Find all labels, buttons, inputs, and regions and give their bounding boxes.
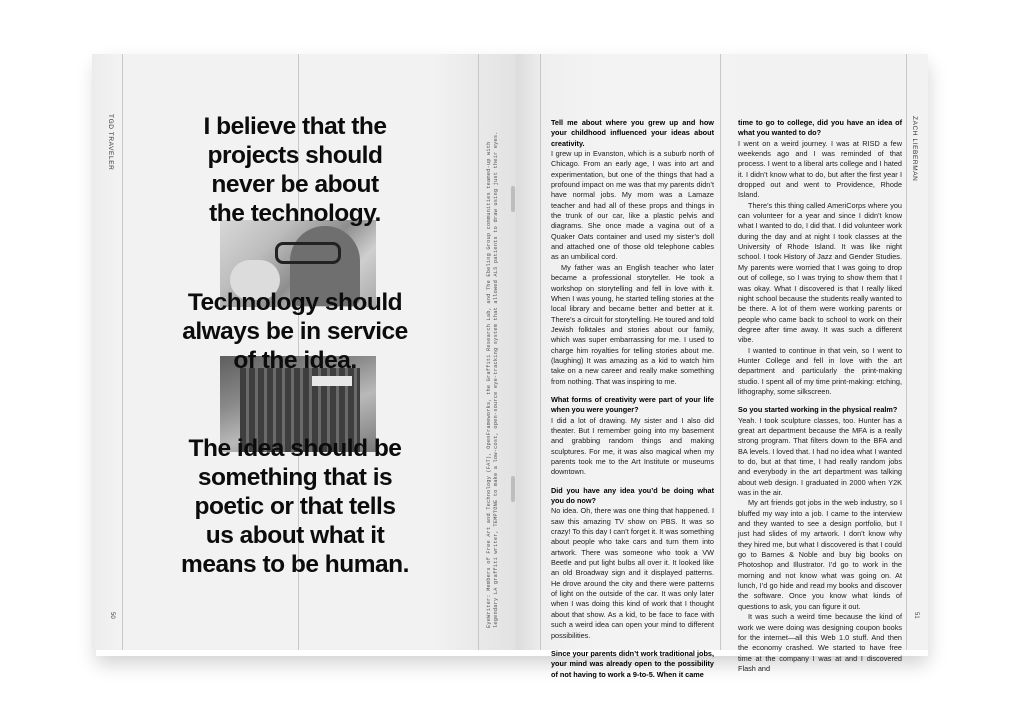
interview-question: Tell me about where you grew up and how your childhood influenced your ideas about creativity. — [551, 118, 714, 148]
paragraph-gap — [551, 387, 714, 395]
interview-question: Since your parents didn’t work traditional jobs, your mind was already open to the possibility of not having to work a 9-to-5. When it came — [551, 648, 714, 679]
right-page-margin-rule — [906, 54, 907, 650]
pull-quote-2 — [120, 288, 470, 375]
paragraph-gap — [738, 397, 902, 405]
pull-quote-1 — [120, 112, 470, 228]
quote-2-line: Technology should — [187, 289, 403, 316]
interview-answer: I did a lot of drawing. My sister and I also did theater. But I remember going into my basement and grabbing random things and making sculptures. For me, it was also magical when my parents took me to the Art Institute or museums downtown. — [551, 415, 714, 477]
staple-bottom — [511, 476, 515, 502]
paragraph-gap — [551, 478, 714, 486]
interview-answer: Yeah. I took sculpture classes, too. Hunter has a great art department because the MFA is a really strong program. That filters down to the BFA and BA levels. I loved that. I had no idea what I wanted to do, but at that time, I had really random jobs and everybody in the art department was talking about web design. I graduated in 2000 when Y2K was in the air. — [738, 415, 902, 498]
running-head-left: TGD TRAVELER — [107, 114, 114, 171]
interview-answer: I wanted to continue in that vein, so I went to Hunter College and fell in love with the art department and particularly the print-making studio. I spent all of my time print-making: etching, lithography, some silkscreen. — [738, 345, 902, 396]
interview-answer: It was such a weird time because the kind of work we were doing was designing coupon books for the internet—all this Web 1.0 stuff. And then the economy crashed. We started to have free time at the company I was at and I discovered Flash and — [738, 612, 902, 673]
interview-answer: There’s this thing called AmeriCorps where you can volunteer for a year and since I didn’t know what I wanted to do, I did that. I did volunteer work during the day and at night I took classes at the University of Rhode Island. It was like night school. I took History of Jazz and Gender Studies. My parents were worried that I was going to drop out of college, so I was trying to show them that I was okay. What I discovered is that I really liked night school because the students really wanted to be there. A lot of them were working parents or people who came back to school to work on their degree after time away. It was such a different vibe. — [738, 200, 902, 345]
article-column-2 — [738, 118, 902, 674]
interview-answer: I went on a weird journey. I was at RISD a few weekends ago and I was reminded of that process. I went to a liberal arts college and I hated it. I didn’t know what to do, but after the first year I dropped out and went to Providence, Rhode Island. — [738, 138, 902, 200]
quote-3-line: something that is — [197, 464, 393, 491]
article-column-1 — [551, 118, 714, 680]
interview-answer: I grew up in Evanston, which is a suburb north of Chicago. From an early age, I was into art and experimentation, but one of the things that had a profound impact on me was that my parents didn’t have normal jobs. My mom was a Lamaze teacher and had all of these props and things in the trunk of our car, like a plastic pelvis and diagrams. She once made a vagina out of a Quaker Oats container and used my sister’s doll and attached one of those old telephone cables as an umbilical cord. — [551, 149, 714, 262]
paragraph-gap — [551, 641, 714, 649]
interview-question: Did you have any idea you’d be doing what you do now? — [551, 485, 714, 506]
interview-question: So you started working in the physical realm? — [738, 405, 898, 415]
quote-1-line: I believe that the — [203, 113, 387, 140]
interview-question: time to go to college, did you have an idea of what you wanted to do? — [738, 118, 902, 138]
right-page-col-rule — [540, 54, 541, 650]
quote-2-line: always be in service — [182, 318, 408, 345]
quote-1-line: never be about — [211, 171, 379, 198]
page-number-right: 51 — [913, 612, 919, 619]
image-caption: EyeWriter: Members of Free Art and Technology (FAT), OpenFrameworks, the Graffiti Research Lab, and The Ebeling Group communities teamed-up with legendary LA graffiti writer, TEMPTONE to make a low-cost, open-source eye-tracking system that allowed ALS patients to draw using just their eyes. — [486, 131, 499, 628]
quote-1-line: projects should — [207, 142, 383, 169]
running-head-right: ZACH LIEBERMAN — [911, 116, 918, 182]
right-page-gutter-rule — [720, 54, 721, 650]
left-page-caption-rule — [478, 54, 479, 650]
photo-glasses-shape — [275, 242, 341, 264]
interview-question: What forms of creativity were part of your life when you were younger? — [551, 394, 714, 415]
quote-1-line: the technology. — [209, 200, 381, 227]
staple-top — [511, 186, 515, 212]
quote-3-line: us about what it — [205, 522, 385, 549]
quote-3-line: means to be human. — [181, 551, 409, 578]
quote-3-line: poetic or that tells — [194, 493, 396, 520]
page-number-left: 50 — [109, 612, 115, 619]
quote-3-line: The idea should be — [188, 435, 402, 462]
pull-quote-3 — [120, 434, 470, 579]
interview-answer: No idea. Oh, there was one thing that happened. I saw this amazing TV show on PBS. It was so crazy! To this day I can’t forget it. It was something about people who take cars and turn them into artwork. There was someone who took a VW Beetle and put light bulbs all over it. It looked like an old Broadway sign and it displayed patterns. He drove around the city and there were patterns of light on the outside of the car. It was only later when I was doing this kind of work that I thought about that show. As a kid, to be face to face with such a weird idea can open your mind to different possibilities. — [551, 506, 714, 640]
quote-2-line: of the idea. — [233, 347, 357, 374]
interview-answer: My father was an English teacher who later became a professional storyteller. He took a workshop on storytelling and fell in love with it. When I was young, he started telling stories at the local library and became better and better at it. There’s a circuit for storytelling. He toured and told Jewish folktales and stories about our family, which was super embarrassing for me. I used to charge him royalties for telling stories about me. (laughing) It was amazing as a kid to watch him take on a new career and really make something from nothing. That was inspiring to me. — [551, 262, 714, 386]
interview-answer: My art friends got jobs in the web industry, so I bluffed my way into a job. I came to the interview and they wanted to see a design portfolio, but I just had slides of my artwork. I don’t know why they hired me, but what I discovered is that I could go to Barnes & Noble and buy big books on Photoshop and Illustrator. I’d go to work in the morning and not know what was going on. At lunch, I’d go hide and read my books and discover the software. Once you know what kinds of questions to ask, you can figure it out. — [738, 498, 902, 611]
photo-sign-shape — [312, 376, 352, 386]
